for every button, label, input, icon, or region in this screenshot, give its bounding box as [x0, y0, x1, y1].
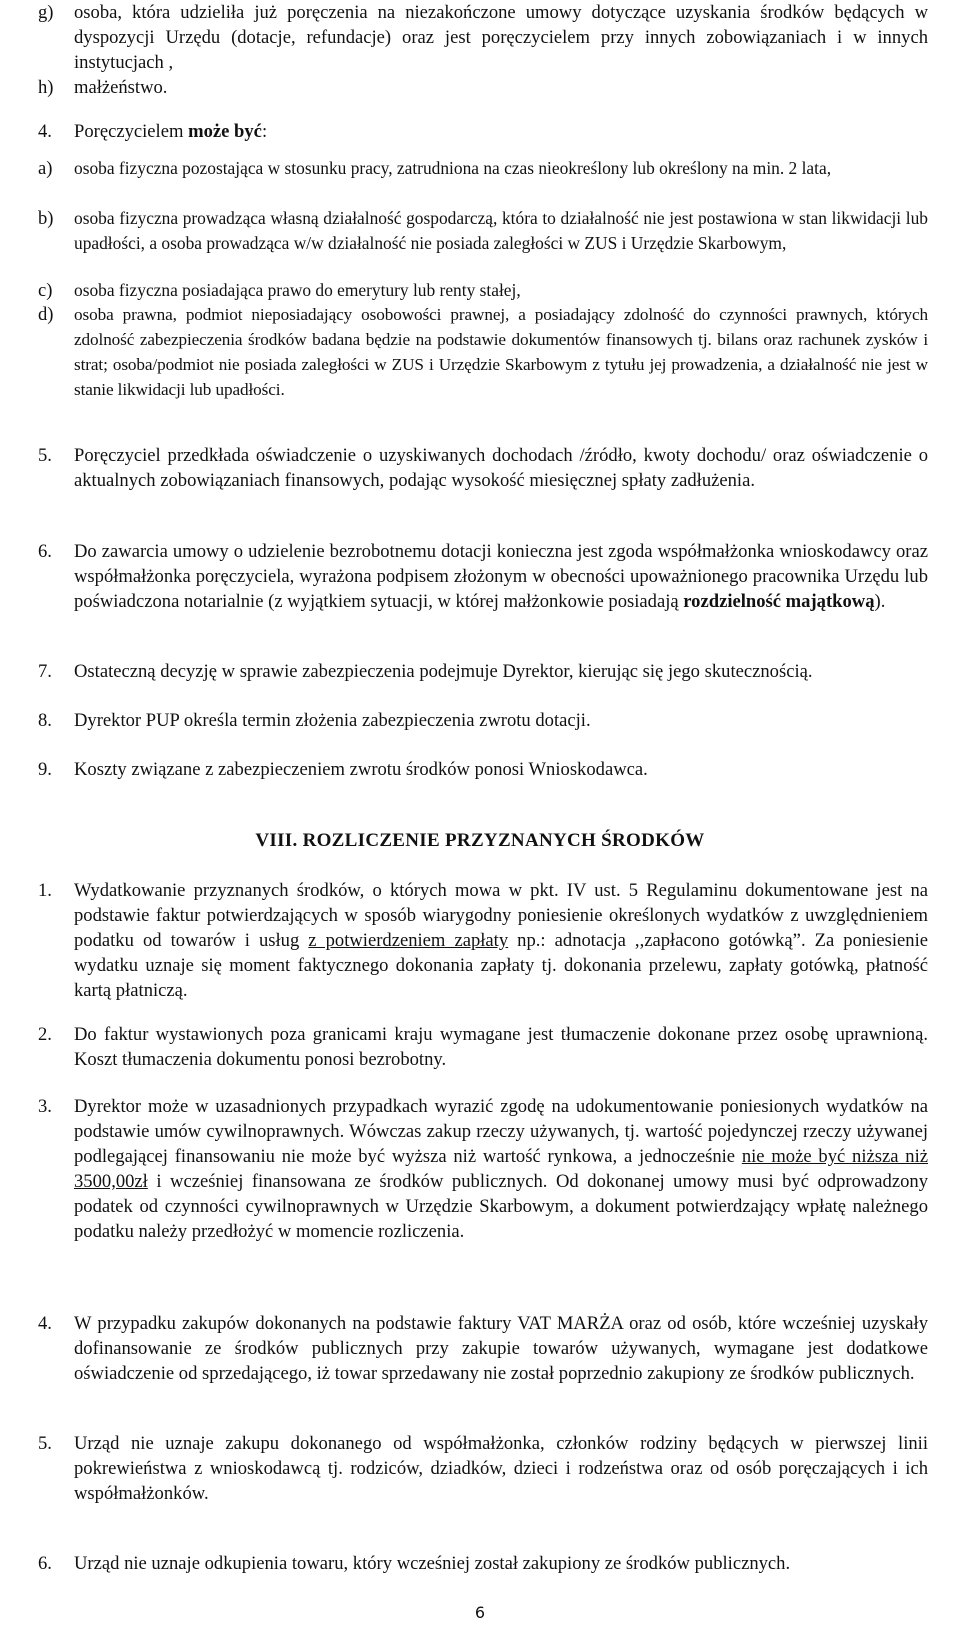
item-text: [74, 119, 928, 144]
rozliczenie-item-5: [38, 1431, 928, 1506]
text-part: Dyrektor może w uzasadnionych przypadkach wyrazić zgodę na udokumentowanie poniesionych wydatków na podstawie umów cywilnoprawnych. Wówczas zakup rzeczy używanych, tj. wartość pojedynczej rzeczy używanej podlegającej finansowaniu nie może być wyższa niż wartość rynkowa, a jednocześnie: [74, 1096, 928, 1167]
text-part: Wydatkowanie przyznanych środków, o których mowa w pkt. IV ust. 5 Regulaminu dokumentowane jest na podstawie faktur potwierdzających w sposób wiarygodny poniesienie określonych wydatków z uwzględnieniem podatku od towarów i usług: [74, 880, 928, 951]
item-label: 2.: [38, 1024, 52, 1045]
item-text: [74, 539, 928, 614]
item-text: osoba fizyczna posiadająca prawo do emerytury lub renty stałej,: [74, 280, 521, 300]
section-7: [38, 659, 928, 684]
section-heading: VIII. ROZLICZENIE PRZYZNANYCH ŚRODKÓW: [255, 830, 705, 851]
text-part: np.: adnotacja ,,zapłacono gotówką”. Za poniesienie wydatku uznaje się moment faktycznego dokonania zapłaty tj. dokonania przelewu, zapłaty gotówką, płatność kartą płatniczą.: [74, 930, 928, 1001]
section-6: [38, 539, 928, 614]
text-part: Poręczycielem: [74, 121, 189, 142]
item-label: 4.: [38, 121, 52, 142]
text-part: :: [261, 121, 268, 142]
text-part: Do zawarcia umowy o udzielenie bezrobotnemu dotacji konieczna jest zgoda współmałżonka wnioskodawcy oraz współmałżonka poręczyciela, wyrażona podpisem złożonym w obecności upoważnionego pracownika Urzędu lub poświadczona notarialnie (z wyjątkiem sytuacji, w której małżonkowie posiadają: [74, 541, 928, 612]
item-text: osoba fizyczna pozostająca w stosunku pracy, zatrudniona na czas nieokreślony lub określony na min. 2 lata,: [74, 158, 832, 178]
bold-text: może być: [188, 121, 262, 142]
section-9: [38, 757, 928, 782]
list-item-a: [38, 156, 928, 181]
item-text: osoba prawna, podmiot nieposiadający osobowości prawnej, a posiadający zdolność do czynności prawnych, których zdolność zabezpieczenia środków badana będzie na podstawie dokumentów finansowych tj. bilans oraz rachunek zysków i strat; osoba/podmiot nie posiada zaległości w ZUS i Urzędzie Skarbowym z tytułu jej prowadzenia, a działalność nie jest w stanie likwidacji lub upadłości.: [74, 305, 928, 399]
item-label: h): [38, 77, 54, 98]
item-label: g): [38, 2, 54, 23]
item-label: c): [38, 280, 53, 301]
rozliczenie-item-3: [38, 1094, 928, 1244]
rozliczenie-item-6: [38, 1551, 928, 1576]
item-label: 8.: [38, 710, 52, 731]
item-text: Dyrektor PUP określa termin złożenia zabezpieczenia zwrotu dotacji.: [74, 710, 591, 731]
item-text: W przypadku zakupów dokonanych na podstawie faktury VAT MARŻA oraz od osób, które wcześniej uzyskały dofinansowanie ze środków publicznych przy zakupie towarów używanych, wymagane jest dodatkowe oświadczenie od sprzedającego, iż towar sprzedawany nie został poprzednio zakupiony ze środków publicznych.: [74, 1313, 928, 1384]
item-text: [74, 1094, 928, 1244]
bold-text: rozdzielność majątkową: [683, 591, 875, 612]
item-label: b): [38, 208, 54, 229]
item-label: 4.: [38, 1313, 52, 1334]
item-text: osoba fizyczna prowadząca własną działalność gospodarczą, która to działalność nie jest postawiona w stan likwidacji lub upadłości, a osoba prowadząca w/w działalność nie posiada zaległości w ZUS i Urzędzie Skarbowym,: [74, 208, 928, 253]
list-item-b: [38, 206, 928, 256]
rozliczenie-item-2: [38, 1022, 928, 1072]
text-part: i wcześniej finansowana ze środków publicznych. Od dokonanej umowy musi być odprowadzony podatek od czynności cywilnoprawnych w Urzędzie Skarbowym, a dokument potwierdzający wpłatę należnego podatku należy przedłożyć w momencie rozliczenia.: [74, 1171, 928, 1242]
item-label: 5.: [38, 445, 52, 466]
item-label: a): [38, 158, 53, 179]
underlined-text: z potwierdzeniem zapłaty: [308, 930, 509, 951]
item-text: Koszty związane z zabezpieczeniem zwrotu środków ponosi Wnioskodawca.: [74, 759, 648, 780]
item-label: 5.: [38, 1433, 52, 1454]
item-label: 7.: [38, 661, 52, 682]
item-text: Do faktur wystawionych poza granicami kraju wymagane jest tłumaczenie dokonane przez osobę uprawnioną. Koszt tłumaczenia dokumentu ponosi bezrobotny.: [74, 1024, 928, 1070]
section-8: [38, 708, 928, 733]
item-text: Urząd nie uznaje zakupu dokonanego od współmałżonka, członków rodziny będących w pierwszej linii pokrewieństwa z wnioskodawcą tj. rodziców, dziadków, dzieci i rodzeństwa oraz od osób poręczających i ich współmałżonków.: [74, 1433, 928, 1504]
item-label: 9.: [38, 759, 52, 780]
item-label: 1.: [38, 880, 52, 901]
section-5: [38, 443, 928, 493]
section-4-intro: [38, 119, 928, 144]
item-text: Ostateczną decyzję w sprawie zabezpieczenia podejmuje Dyrektor, kierując się jego skutecznością.: [74, 661, 813, 682]
rozliczenie-item-1: [38, 878, 928, 1003]
item-label: 6.: [38, 541, 52, 562]
text-part: ).: [874, 591, 886, 612]
item-label: d): [38, 304, 54, 325]
list-item-d: [38, 302, 928, 402]
item-text: [74, 878, 928, 1003]
underlined-text: nie może być niższa niż 3500,00zł: [74, 1146, 928, 1192]
item-text: Urząd nie uznaje odkupienia towaru, który wcześniej został zakupiony ze środków publicznych.: [74, 1553, 791, 1574]
page-number: 6: [474, 1603, 486, 1622]
item-label: 3.: [38, 1096, 52, 1117]
item-text: Poręczyciel przedkłada oświadczenie o uzyskiwanych dochodach /źródło, kwoty dochodu/ oraz oświadczenie o aktualnych zobowiązaniach finansowych, podając wysokość miesięcznej spłaty zadłużenia.: [74, 445, 928, 491]
list-item-h: [38, 75, 928, 100]
item-label: 6.: [38, 1553, 52, 1574]
list-item-g: [38, 0, 928, 75]
item-text: małżeństwo.: [74, 77, 168, 98]
rozliczenie-item-4: [38, 1311, 928, 1386]
item-text: osoba, która udzieliła już poręczenia na niezakończone umowy dotyczące uzyskania środków będących w dyspozycji Urzędu (dotacje, refundacje) oraz jest poręczycielem przy innych zobowiązaniach i w innych instytucjach ,: [74, 2, 928, 73]
list-item-c: [38, 278, 928, 303]
